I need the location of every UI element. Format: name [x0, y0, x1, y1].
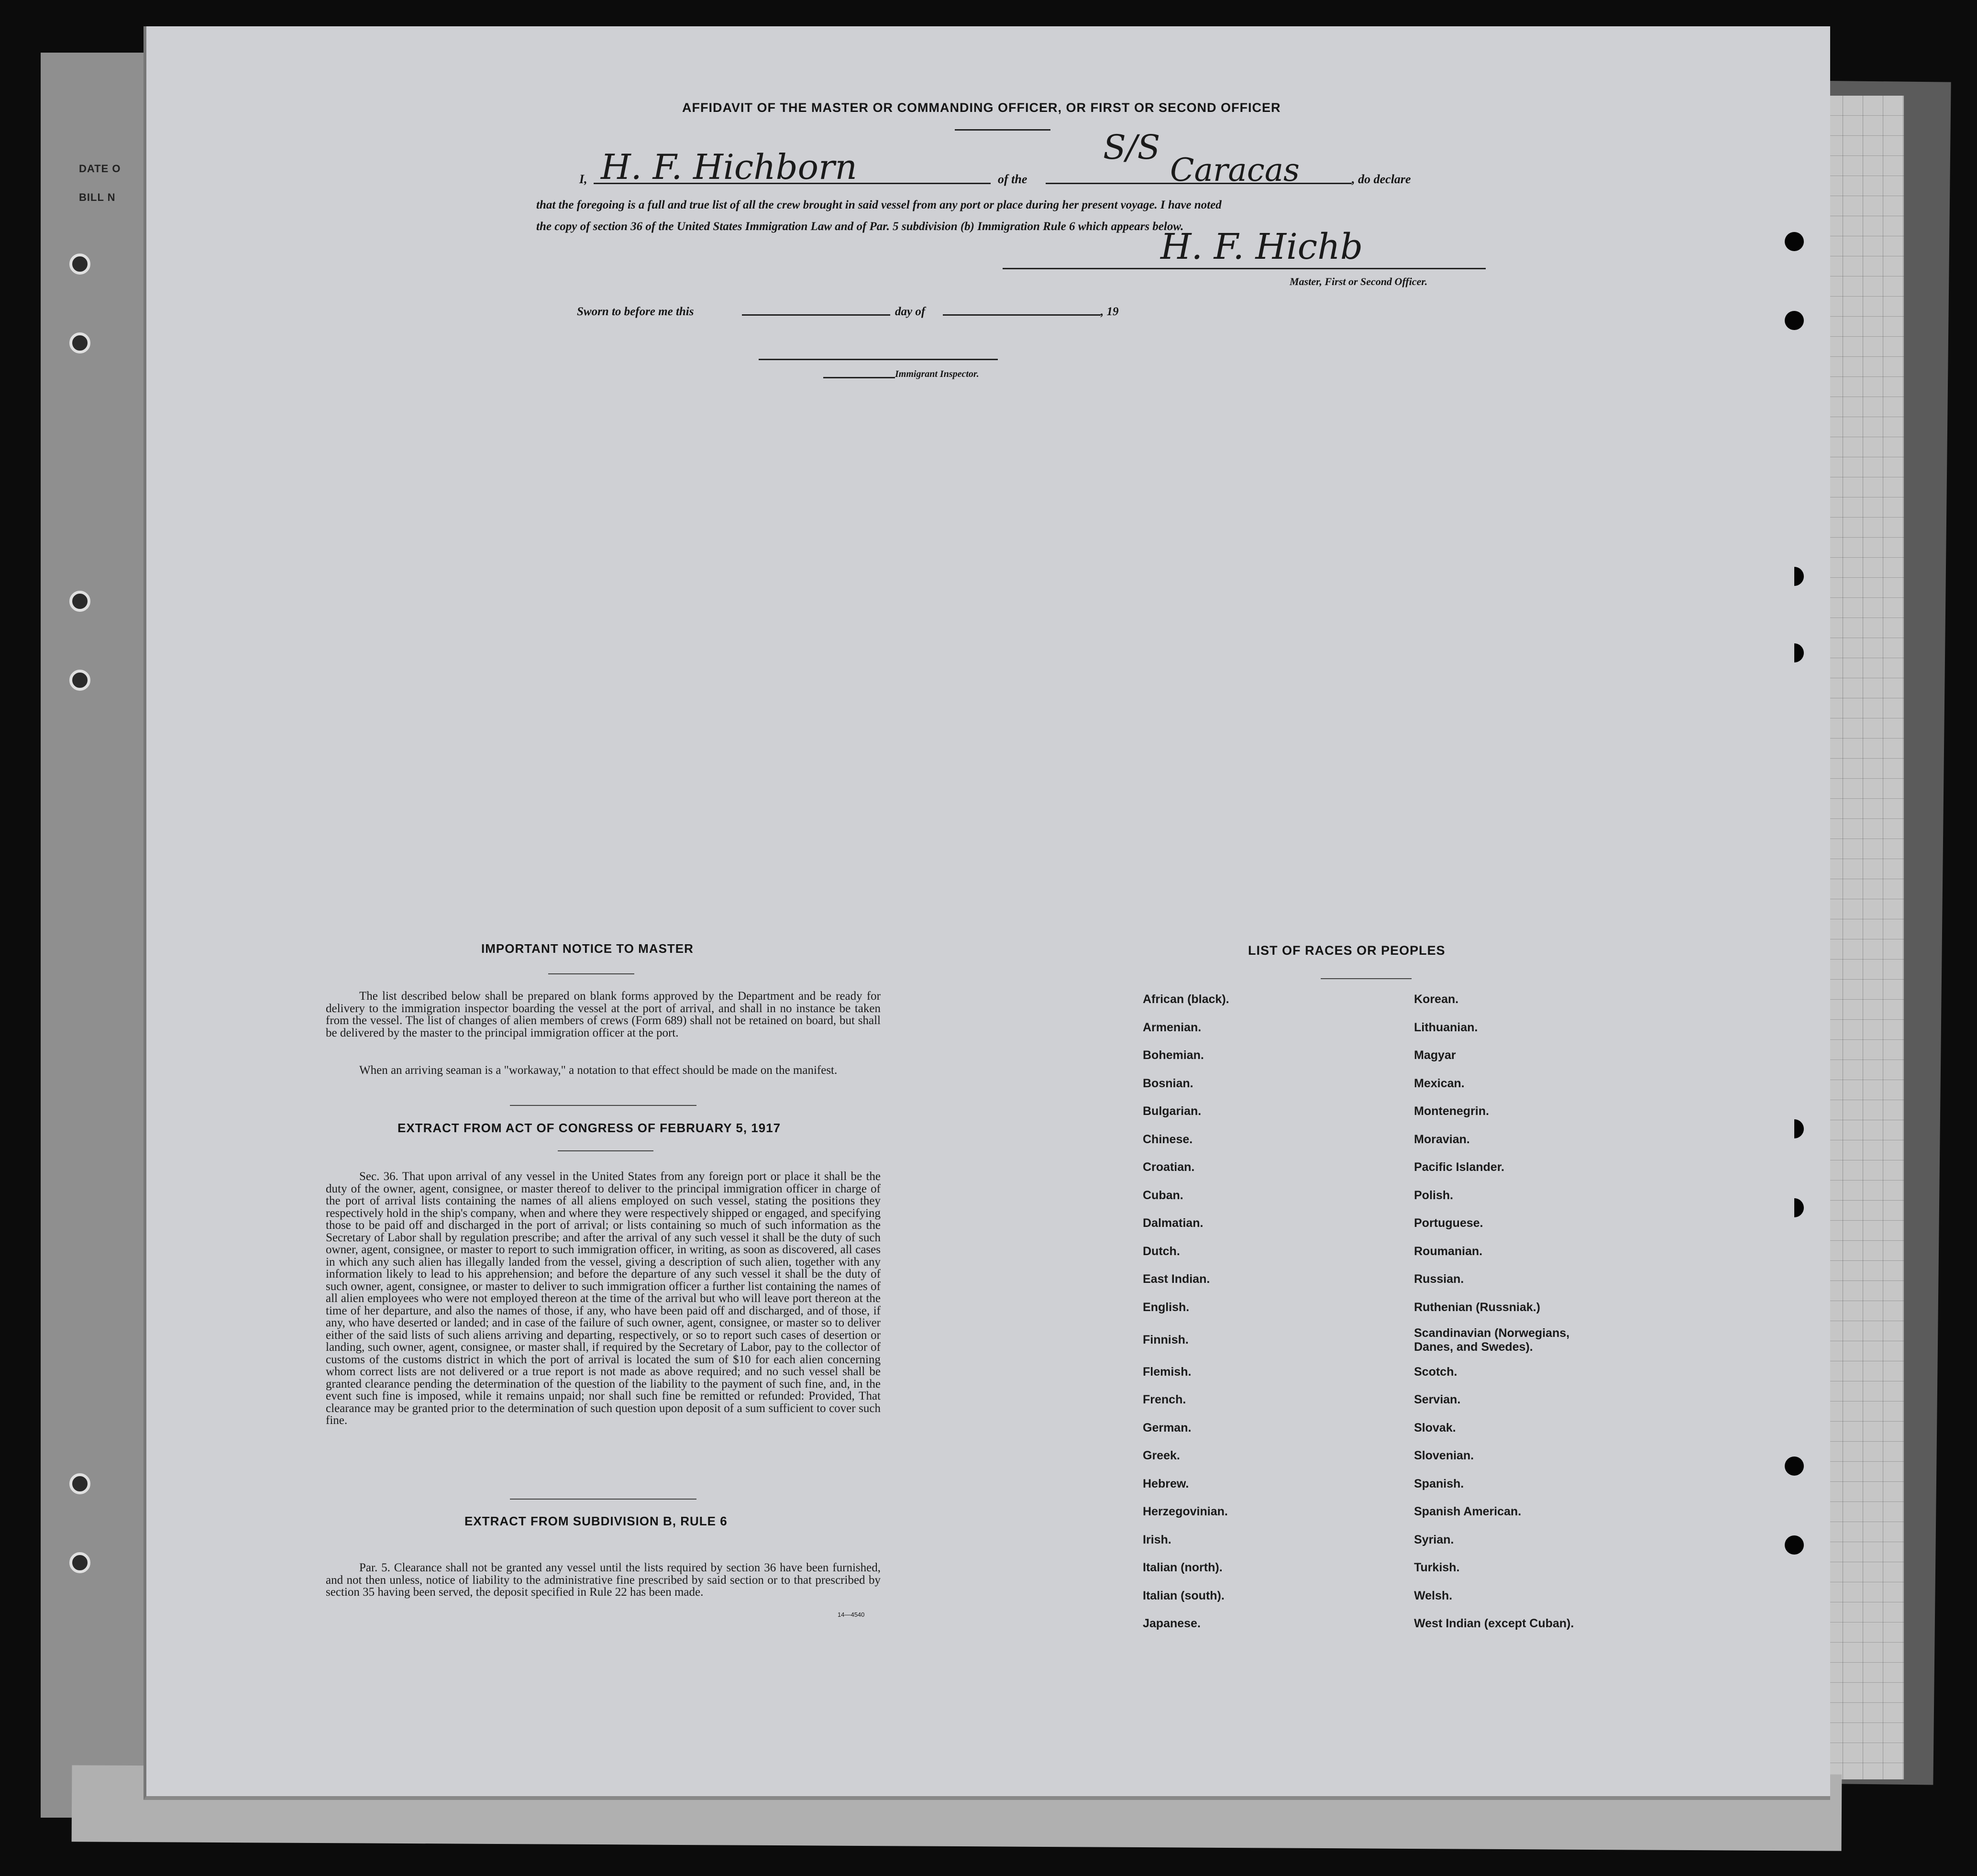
inspector-signature-line [759, 359, 998, 360]
binder-hole [1785, 1535, 1804, 1555]
binder-hole [69, 1473, 90, 1494]
race-item-right: Polish. [1414, 1188, 1453, 1202]
binder-hole [1785, 567, 1804, 586]
par-5-text: Par. 5. Clearance shall not be granted any vessel until the lists required by section 36 have been furnished, and not then unless, notice of liability to the administrative fine prescribed by said section or to that prescribed by section 35 having been served, the deposit specified in Rule 22 has been made. [326, 1561, 881, 1599]
binder-hole [69, 1552, 90, 1573]
divider [558, 1150, 653, 1151]
race-item-left: Armenian. [1143, 1020, 1202, 1034]
race-item-left: Irish. [1143, 1533, 1171, 1546]
sworn-month-line [943, 314, 1101, 316]
race-item-left: African (black). [1143, 993, 1229, 1006]
side-tab-line-1: DATE O [79, 163, 121, 175]
binder-hole [69, 591, 90, 612]
race-item-right: Korean. [1414, 993, 1459, 1006]
race-item-right: Russian. [1414, 1272, 1464, 1286]
binder-hole [1785, 643, 1804, 662]
race-item-left: Japanese. [1143, 1617, 1201, 1630]
race-item-right: Roumanian. [1414, 1244, 1483, 1258]
year-prefix: , 19 [1101, 305, 1119, 318]
binder-hole [1785, 1457, 1804, 1476]
race-item-right: Spanish. [1414, 1477, 1464, 1490]
race-item-right: Slovenian. [1414, 1449, 1474, 1462]
vessel-name-handwriting: Caracas [1170, 152, 1300, 188]
race-item-left: Hebrew. [1143, 1477, 1189, 1490]
race-item-right: Turkish. [1414, 1561, 1460, 1574]
divider [510, 1105, 696, 1106]
race-item-right: Syrian. [1414, 1533, 1454, 1546]
races-title: LIST OF RACES OR PEOPLES [1248, 943, 1446, 958]
notice-title: IMPORTANT NOTICE TO MASTER [481, 941, 694, 956]
of-the-label: of the [998, 172, 1027, 186]
binder-hole [1785, 232, 1804, 251]
race-item-left: Bohemian. [1143, 1048, 1204, 1062]
race-item-right: Montenegrin. [1414, 1104, 1489, 1118]
sworn-text: Sworn to before me this [577, 305, 694, 318]
inspector-caption: Immigrant Inspector. [895, 369, 979, 379]
race-item-right: Lithuanian. [1414, 1020, 1478, 1034]
race-item-left: Croatian. [1143, 1160, 1195, 1174]
binder-hole [1785, 1198, 1804, 1217]
binder-hole [69, 254, 90, 275]
binder-hole [69, 670, 90, 691]
race-item-left: Finnish. [1143, 1333, 1189, 1346]
affidavit-line-2: that the foregoing is a full and true list of all the crew brought in said vessel from any port or place during her present voyage. I have noted [536, 199, 1222, 211]
affidavit-line-3: the copy of section 36 of the United States Immigration Law and of Par. 5 subdivision (b) Immigration Rule 6 which appears below. [536, 220, 1184, 233]
race-item-right: Welsh. [1414, 1589, 1453, 1602]
race-item-right: Pacific Islander. [1414, 1160, 1504, 1174]
race-item-right: Servian. [1414, 1393, 1461, 1406]
inspector-caption-line [823, 377, 895, 378]
race-item-right: Scandinavian (Norwegians, Danes, and Swedes). [1414, 1326, 1570, 1354]
notice-paragraph-2: When an arriving seaman is a "workaway," a notation to that effect should be made on the manifest. [359, 1064, 838, 1077]
day-of-text: day of [895, 305, 926, 318]
race-item-right: West Indian (except Cuban). [1414, 1617, 1574, 1630]
race-item-left: Italian (north). [1143, 1561, 1223, 1574]
affidavit-i-prefix: I, [579, 172, 587, 186]
divider [548, 973, 634, 974]
race-item-left: Dalmatian. [1143, 1216, 1204, 1230]
race-item-left: German. [1143, 1421, 1192, 1435]
do-declare-text: , do declare [1352, 172, 1411, 186]
extract-1-title: EXTRACT FROM ACT OF CONGRESS OF FEBRUARY 5, 1917 [398, 1121, 781, 1135]
race-item-left: French. [1143, 1393, 1186, 1406]
divider [1321, 978, 1412, 979]
race-item-right: Magyar [1414, 1048, 1456, 1062]
race-item-right: Moravian. [1414, 1132, 1470, 1146]
vessel-upper-line [955, 129, 1050, 131]
race-item-left: East Indian. [1143, 1272, 1210, 1286]
race-item-right: Portuguese. [1414, 1216, 1483, 1230]
section-36-text: Sec. 36. That upon arrival of any vessel in the United States from any foreign port or place it shall be the duty of the owner, agent, consignee, or master thereof to deliver to the principal immigration officer in charge of the port of arrival lists containing the names of all aliens employed on such vessel, stating the positions they respectively hold in the ship's company, when and where they were respectively shipped or engaged, and specifying those to be paid off and discharged in the port of arrival; or lists containing so much of such information as the Secretary of Labor shall by regulation prescribe; and after the arrival of any such vessel it shall be the duty of such owner, agent, consignee, or master to report to such immigration officer, in writing, as soon as discovered, all cases in which any such alien has illegally landed from the vessel, giving a description of such alien, together with any information likely to lead to his apprehension; and before the departure of any such vessel it shall be the duty of such owner, agent, consignee, or master to deliver to such immigration officer a further list containing the names of all alien employees who were not employed thereon at the time of the arrival but who will leave port thereon at the time of her departure, and also the names of those, if any, who have been paid off and discharged, and of those, if any, who have deserted or landed; and in case of the failure of such owner, agent, consignee, or master so to deliver either of the said lists of such aliens arriving and departing, respectively, or so to report such cases of desertion or landing, such owner, agent, consignee, or master shall, if required by the Secretary of Labor, pay to the collector of customs of the customs district in which the port of arrival is located the sum of $10 for each alien concerning whom correct lists are not delivered or a true report is not made as above required; and no such vessel shall be granted clearance pending the determination of the question of the liability to the payment of such fine, and, in the event such fine is imposed, while it remains unpaid; nor shall such fine be remitted or refunded: Provided, That clearance may be granted prior to the determination of such question upon deposit of a sum sufficient to cover such fine. [326, 1170, 881, 1427]
manifest-page [144, 26, 1830, 1800]
binder-hole [1785, 1119, 1804, 1138]
race-item-left: Dutch. [1143, 1244, 1180, 1258]
divider [510, 1499, 696, 1500]
signature-line [1003, 268, 1486, 269]
affidavit-title: AFFIDAVIT OF THE MASTER OR COMMANDING OFFICER, OR FIRST OR SECOND OFFICER [682, 100, 1281, 115]
race-item-left: Cuban. [1143, 1188, 1183, 1202]
race-item-left: Italian (south). [1143, 1589, 1225, 1602]
signature-caption: Master, First or Second Officer. [1290, 276, 1428, 287]
form-number: 14—4540 [838, 1611, 865, 1618]
race-item-left: Greek. [1143, 1449, 1180, 1462]
sworn-day-line [742, 314, 890, 316]
race-item-right: Mexican. [1414, 1076, 1465, 1090]
race-item-right: Spanish American. [1414, 1505, 1522, 1518]
master-signature: H. F. Hichb [1160, 226, 1363, 267]
race-item-left: Flemish. [1143, 1365, 1192, 1379]
race-item-right: Ruthenian (Russniak.) [1414, 1300, 1540, 1314]
binder-hole [69, 332, 90, 353]
race-item-left: Herzegovinian. [1143, 1505, 1228, 1518]
officer-name-handwriting: H. F. Hichborn [601, 147, 857, 187]
race-item-left: Bulgarian. [1143, 1104, 1202, 1118]
race-item-right: Slovak. [1414, 1421, 1456, 1435]
extract-2-title: EXTRACT FROM SUBDIVISION B, RULE 6 [464, 1514, 728, 1528]
binder-hole [1785, 311, 1804, 330]
race-item-right: Scotch. [1414, 1365, 1458, 1379]
race-item-left: English. [1143, 1300, 1190, 1314]
side-tab-line-2: BILL N [79, 191, 116, 203]
vessel-prefix-handwriting: S/S [1103, 128, 1160, 167]
notice-paragraph-1: The list described below shall be prepared on blank forms approved by the Department and be ready for delivery to the immigration inspector boarding the vessel at the port of arrival, and shall in no instance be taken from the vessel. The list of changes of alien members of crews (Form 689) shall not be retained on board, but shall be delivered by the master to the principal immigration officer at the port. [326, 990, 881, 1039]
race-item-left: Bosnian. [1143, 1076, 1193, 1090]
race-item-left: Chinese. [1143, 1132, 1193, 1146]
